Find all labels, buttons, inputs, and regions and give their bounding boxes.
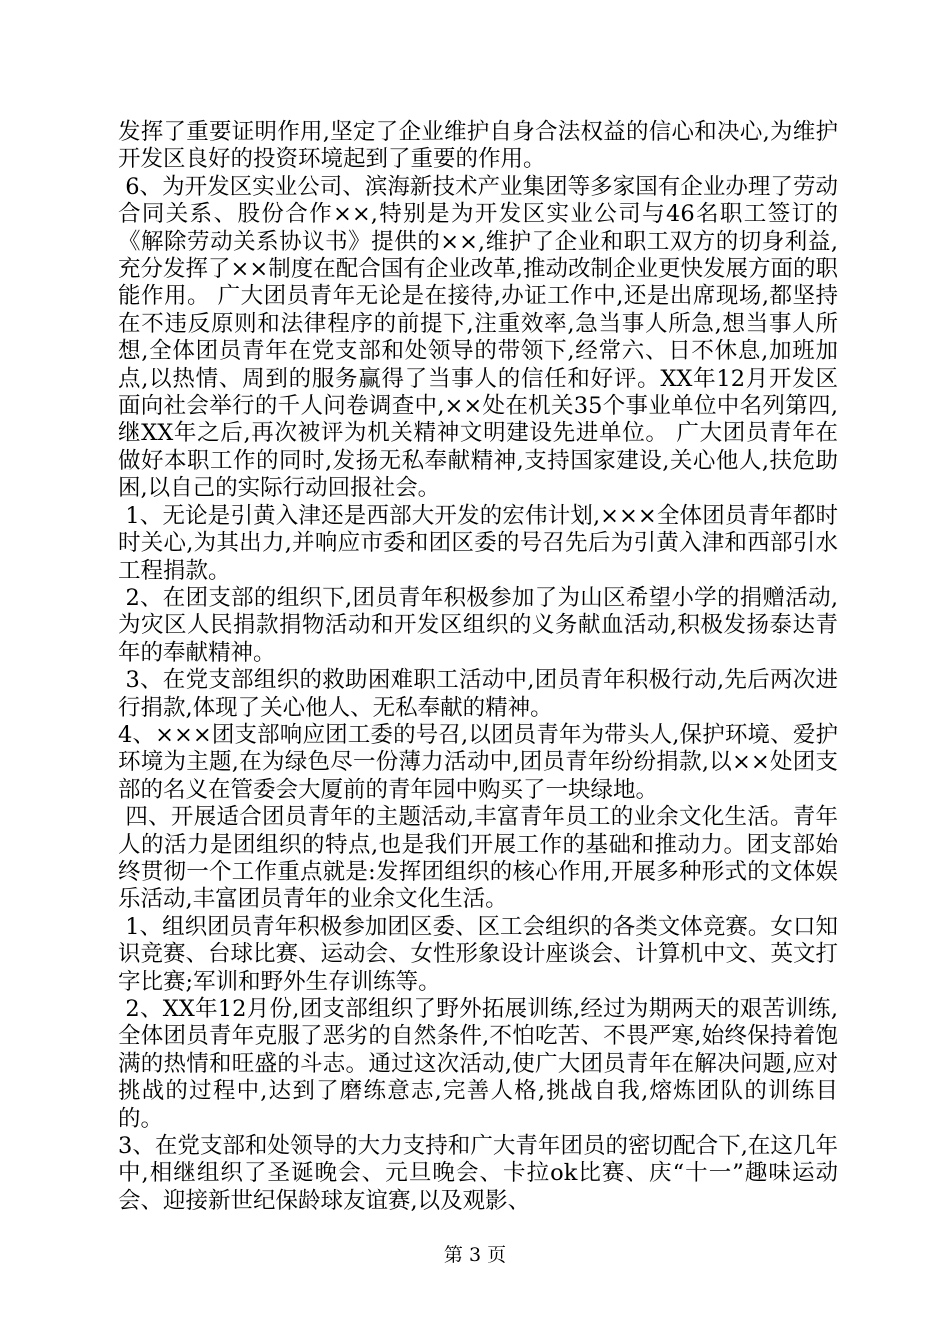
paragraph-1: 发挥了重要证明作用,坚定了企业维护自身合法权益的信心和决心,为维护开发区良好的投资环境起到了重要的作用。 (118, 119, 838, 173)
paragraph-5: 3、在党支部组织的救助困难职工活动中,团员青年积极行动,先后两次进行捐款,体现了关心他人、无私奉献的精神。 (118, 667, 838, 721)
paragraph-7: 四、开展适合团员青年的主题活动,丰富青年员工的业余文化生活。青年人的活力是团组织的特点,也是我们开展工作的基础和推动力。团支部始终贯彻一个工作重点就是:发挥团组织的核心作用,开展多种形式的文体娱乐活动,丰富团员青年的业余文化生活。 (118, 804, 839, 913)
paragraph-10: 3、在党支部和处领导的大力支持和广大青年团员的密切配合下,在这几年中,相继组织了圣诞晚会、元旦晚会、卡拉ok比赛、庆“十一”趣味运动会、迎接新世纪保龄球友谊赛,以及观影、 (118, 1133, 838, 1214)
paragraph-8: 1、组织团员青年积极参加团区委、区工会组织的各类文体竞赛。女口知识竞赛、台球比赛、运动会、女性形象设计座谈会、计算机中文、英文打字比赛;军训和野外生存训练等。 (118, 913, 839, 995)
paragraph-2: 6、为开发区实业公司、滨海新技术产业集团等多家国有企业办理了劳动合同关系、股份合作××,特别是为开发区实业公司与46名职工签订的《解除劳动关系协议书》提供的××,维护了企业和职工双方的切身利益,充分发挥了××制度在配合国有企业改革,推动改制企业更快发展方面的职能作用。 广大团员青年无论是在接待,办证工作中,还是出席现场,都坚持在不违反原则和法律程序的前提下,注重效率,急当事人所急,想当事人所想,全体团员青年在党支部和处领导的带领下,经常六、日不休息,加班加点,以热情、周到的服务赢得了当事人的信任和好评。XX年12月开发区面向社会举行的千人问卷调查中,××处在机关35个事业单位中名列第四,继XX年之后,再次被评为机关精神文明建设先进单位。 广大团员青年在做好本职工作的同时,发扬无私奉献精神,支持国家建设,关心他人,扶危助困,以自己的实际行动回报社会。 (118, 173, 838, 502)
page-number: 第 3 页 (443, 1244, 507, 1266)
paragraph-6: 4、×××团支部响应团工委的号召,以团员青年为带头人,保护环境、爱护环境为主题,在为绿色尽一份薄力活动中,团员青年纷纷捐款,以××处团支部的名义在管委会大厦前的青年园中购买了一块绿地。 (118, 721, 838, 803)
paragraph-3: 1、无论是引黄入津还是西部大开发的宏伟计划,×××全体团员青年都时时关心,为其出力,并响应市委和团区委的号召先后为引黄入津和西部引水工程捐款。 (118, 502, 839, 584)
paragraph-4: 2、在团支部的组织下,团员青年积极参加了为山区希望小学的捐赠活动,为灾区人民捐款捐物活动和开发区组织的义务献血活动,积极发扬泰达青年的奉献精神。 (118, 584, 838, 666)
document-body (118, 119, 838, 1215)
paragraph-9: 2、XX年12月份,团支部组织了野外拓展训练,经过为期两天的艰苦训练,全体团员青年克服了恶劣的自然条件,不怕吃苦、不畏严寒,始终保持着饱满的热情和旺盛的斗志。通过这次活动,使广大团员青年在解决问题,应对挑战的过程中,达到了磨练意志,完善人格,挑战自我,熔炼团队的训练目的。 (118, 996, 838, 1132)
